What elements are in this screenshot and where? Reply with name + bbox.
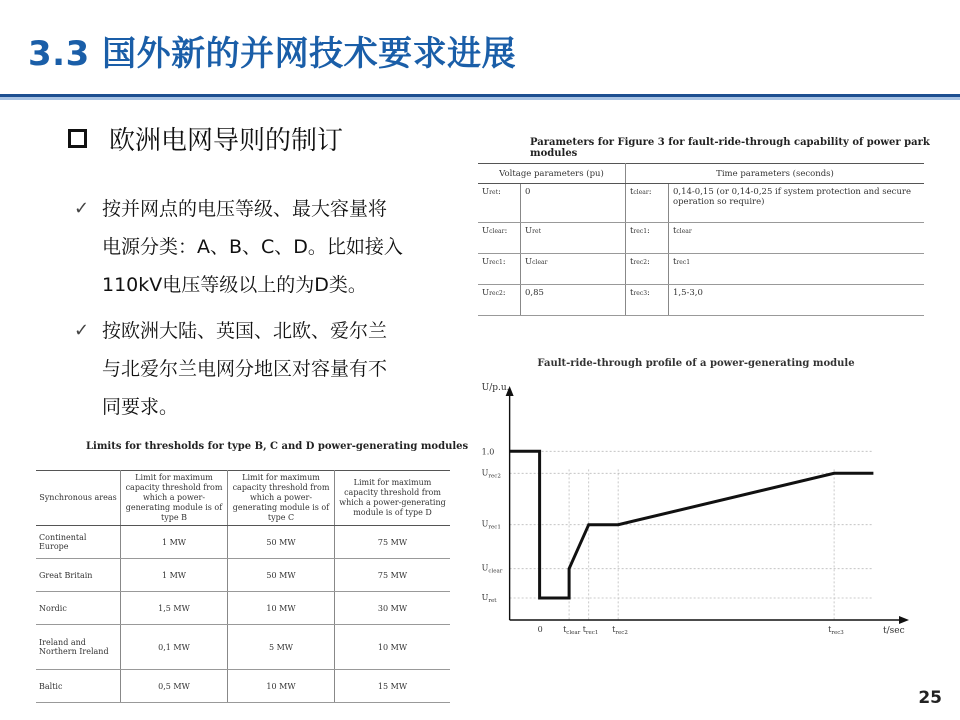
threshold-table: [36, 470, 450, 703]
table-row: Urec2: 0,85 trec3: 1,5-3,0: [478, 285, 924, 316]
param-subscript: rec2: [633, 259, 648, 266]
table-cell: Ireland and Northern Ireland: [36, 625, 121, 670]
param-value: t: [673, 257, 677, 267]
y-tick-subscript: clear: [488, 568, 503, 575]
table-cell: 10 MW: [228, 592, 335, 625]
x-tick-label: $t_{rec1}$: [582, 625, 599, 636]
page-number: 25: [918, 688, 942, 708]
x-ticks: [538, 625, 845, 636]
threshold-header: Limit for maximum capacity threshold from which a power-generating module is of type B: [121, 471, 228, 526]
param-symbol: t: [630, 257, 634, 267]
param-symbol: U: [482, 288, 490, 298]
param-symbol: t: [630, 226, 634, 236]
table-cell: Nordic: [36, 592, 121, 625]
table-cell: 0,1 MW: [121, 625, 228, 670]
x-tick-subscript: rec1: [585, 630, 599, 636]
table-cell: 10 MW: [228, 670, 335, 703]
param-subscript: rec1: [676, 259, 691, 266]
params-table-title: Parameters for Figure 3 for fault-ride-through capability of power park modules: [530, 137, 930, 159]
bullet-line: 同要求。: [102, 396, 179, 418]
x-tick-subscript: clear: [566, 630, 581, 636]
x-tick-subscript: rec3: [831, 630, 844, 636]
param-subscript: rec2: [489, 290, 503, 297]
checkmark-icon: ✓: [74, 320, 90, 341]
frt-chart: [478, 358, 928, 640]
param-symbol: U: [482, 187, 490, 197]
param-subscript: clear: [489, 228, 505, 235]
y-tick-label: $U_{rec2}$: [481, 468, 501, 480]
table-cell: 5 MW: [228, 625, 335, 670]
table-row: [36, 559, 450, 592]
params-header-voltage: Voltage parameters (pu): [478, 164, 626, 184]
table-cell: 50 MW: [228, 559, 335, 592]
title-divider-light: [0, 97, 960, 100]
param-subscript: clear: [532, 259, 548, 266]
table-cell: 75 MW: [335, 559, 451, 592]
table-row: Uclear: Uret trec1: tclear: [478, 223, 924, 254]
threshold-header: Limit for maximum capacity threshold from which a power-generating module is of type D: [335, 471, 451, 526]
x-tick-subscript: rec2: [615, 630, 628, 636]
table-row: [36, 592, 450, 625]
param-subscript: rec1: [633, 228, 648, 235]
y-tick-label: $U_{clear}$: [481, 563, 503, 575]
table-row: Uret: 0 tclear: 0,14-0,15 (or 0,14-0,25 if system protection and secure operation so require): [478, 184, 924, 223]
param-value: t: [673, 226, 677, 236]
param-subscript: ret: [489, 189, 499, 196]
table-row: [36, 625, 450, 670]
threshold-header: Limit for maximum capacity threshold from which a power-generating module is of type C: [228, 471, 335, 526]
table-cell: 1 MW: [121, 526, 228, 559]
param-subscript: clear: [633, 189, 649, 196]
param-value: 0,14-0,15 (or 0,14-0,25 if system protection and secure operation so require): [673, 187, 912, 207]
title-bar: [0, 0, 960, 96]
page-title: 3.3 国外新的并网技术要求进展: [28, 34, 517, 74]
table-row: [36, 526, 450, 559]
y-tick-subscript: ret: [488, 598, 497, 604]
table-cell: Great Britain: [36, 559, 121, 592]
param-value: U: [525, 257, 533, 267]
param-value: U: [525, 226, 533, 236]
table-cell: 75 MW: [335, 526, 451, 559]
bullet-item: [74, 312, 434, 426]
table-cell: Continental Europe: [36, 526, 121, 559]
param-subscript: rec3: [633, 290, 648, 297]
bullet-line: 110kV电压等级以上的为D类。: [102, 274, 367, 296]
y-tick-label: $U_{rec1}$: [481, 519, 501, 531]
param-subscript: clear: [676, 228, 692, 235]
bullet-line: 按欧洲大陆、英国、北欧、爱尔兰: [102, 320, 388, 342]
y-ticks: [482, 447, 503, 604]
param-subscript: rec1: [489, 259, 503, 266]
table-cell: 15 MW: [335, 670, 451, 703]
params-header-time: Time parameters (seconds): [626, 164, 925, 184]
param-value: 1,5-3,0: [673, 288, 703, 298]
bullet-line: 按并网点的电压等级、最大容量将: [102, 198, 388, 220]
x-tick-label: $t_{rec3}$: [828, 625, 844, 636]
table-cell: 30 MW: [335, 592, 451, 625]
y-tick-subscript: rec2: [488, 473, 501, 480]
x-tick-label: $t_{clear}$: [563, 625, 581, 636]
bullet-line: 与北爱尔兰电网分地区对容量有不: [102, 358, 388, 380]
param-value: 0: [525, 187, 531, 197]
chart-title: Fault-ride-through profile of a power-generating module: [537, 358, 855, 369]
bullet-item: [74, 190, 434, 304]
params-table: [478, 163, 924, 316]
table-cell: Baltic: [36, 670, 121, 703]
y-tick-label: 1.0: [481, 447, 495, 457]
bullet-line: 电源分类：A、B、C、D。比如接入: [102, 236, 403, 258]
param-symbol: t: [630, 187, 634, 197]
table-row: [36, 670, 450, 703]
param-symbol: t: [630, 288, 634, 298]
param-symbol: U: [482, 226, 490, 236]
threshold-header: Synchronous areas: [36, 471, 121, 526]
checkmark-icon: ✓: [74, 198, 90, 219]
y-axis-label: U/p.u.: [481, 383, 510, 393]
x-tick-label: $t_{rec2}$: [612, 625, 628, 636]
y-tick-subscript: rec1: [488, 524, 501, 531]
x-tick-label: 0: [537, 625, 543, 634]
table-row: Urec1: Uclear trec2: trec1: [478, 254, 924, 285]
param-subscript: ret: [532, 228, 542, 235]
section-heading: [68, 120, 343, 157]
threshold-table-title: Limits for thresholds for type B, C and D power-generating modules: [86, 441, 469, 452]
param-symbol: U: [482, 257, 490, 267]
table-cell: 1,5 MW: [121, 592, 228, 625]
param-value: 0,85: [525, 288, 544, 298]
table-cell: 0,5 MW: [121, 670, 228, 703]
square-bullet-icon: [68, 129, 87, 148]
section-heading-text: 欧洲电网导则的制订: [109, 126, 344, 156]
table-cell: 50 MW: [228, 526, 335, 559]
y-tick-label: $U_{ret}$: [481, 593, 497, 604]
table-cell: 1 MW: [121, 559, 228, 592]
table-cell: 10 MW: [335, 625, 451, 670]
x-axis-label: t/sec: [883, 626, 905, 636]
x-axis-arrow: [899, 616, 909, 624]
